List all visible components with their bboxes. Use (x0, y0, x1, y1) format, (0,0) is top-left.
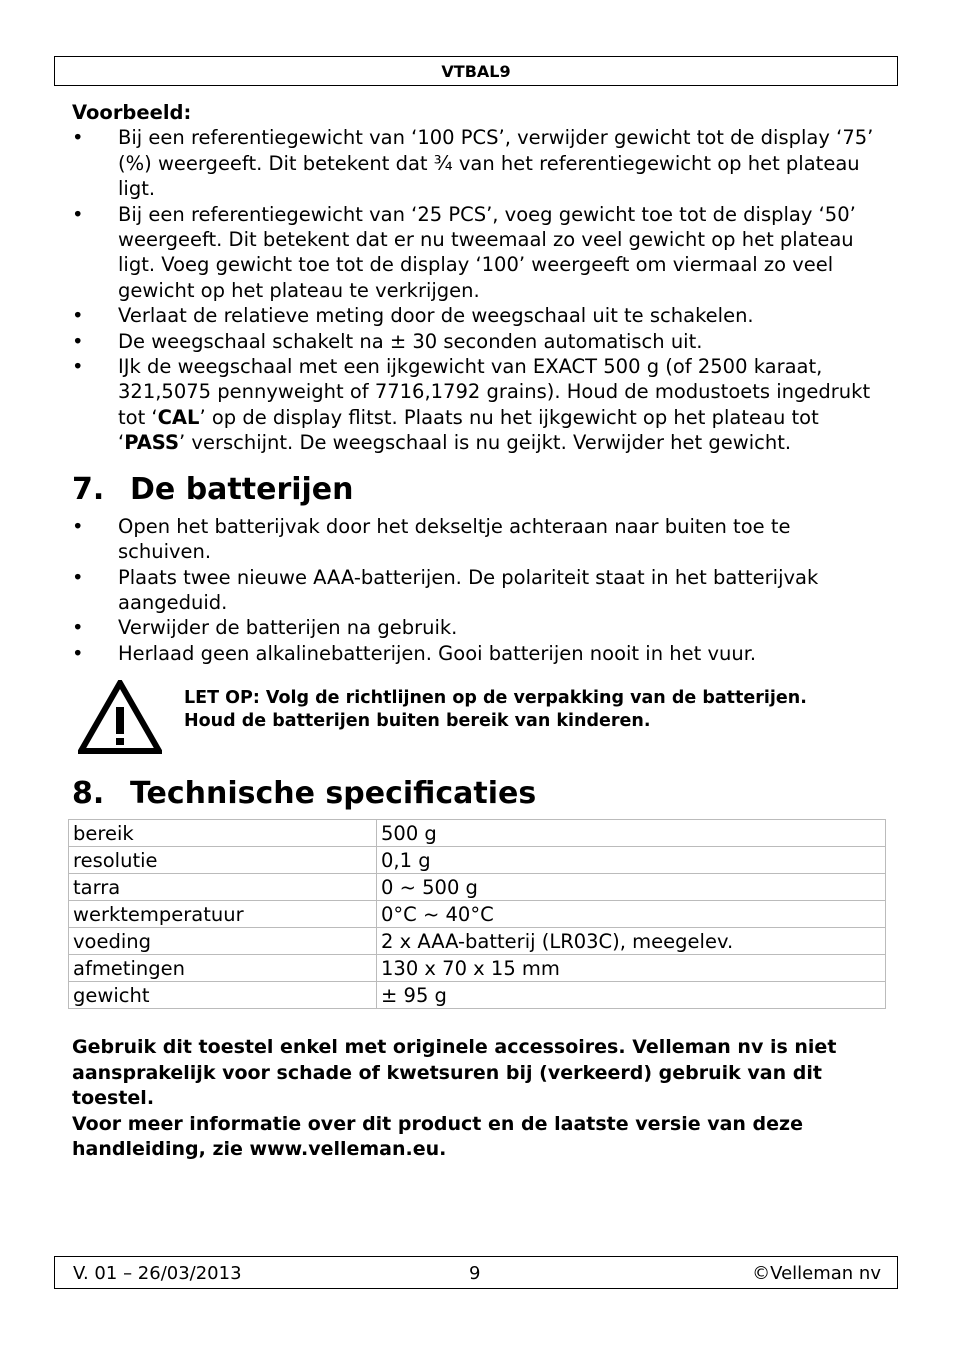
section-7-heading: 7. De batterijen (72, 471, 354, 507)
list-item: • Verwijder de batterijen na gebruik. (72, 615, 882, 640)
example-list (72, 125, 882, 455)
pass-label: PASS (124, 431, 180, 455)
cal-label: CAL (157, 405, 200, 429)
footer-copyright: ©Velleman nv (752, 1263, 881, 1284)
battery-list (72, 514, 882, 666)
table-row: resolutie 0,1 g (69, 847, 886, 874)
footer-page-number: 9 (469, 1263, 481, 1284)
example-heading: Voorbeeld: (72, 101, 192, 124)
document-footer (54, 1256, 898, 1289)
page-content (72, 100, 882, 1163)
battery-warning (72, 680, 882, 754)
table-row: gewicht ± 95 g (69, 982, 886, 1009)
footer-version: V. 01 – 26/03/2013 (73, 1263, 242, 1284)
list-item: • Plaats twee nieuwe AAA-batterijen. De polariteit staat in het batterijvak aangeduid. (72, 565, 882, 616)
table-row: werktemperatuur 0°C ~ 40°C (69, 901, 886, 928)
warning-text: LET OP: Volg de richtlijnen op de verpakking van de batterijen. Houd de batterijen buiten bereik van kinderen. (184, 688, 807, 732)
table-row: tarra 0 ~ 500 g (69, 874, 886, 901)
list-item: • Bij een referentiegewicht van ‘25 PCS’, voeg gewicht toe tot de display ‘50’ weergeeft. Dit betekent dat er nu tweemaal zo veel gewicht op het plateau ligt. Voeg gewicht toe tot de display ‘100’ weergeeft om viermaal zo veel gewicht op het plateau te verkrijgen. (72, 202, 882, 304)
list-item: • Bij een referentiegewicht van ‘100 PCS’, verwijder gewicht tot de display ‘75’ (%) weergeeft. Dit betekent dat ¾ van het referentiegewicht op het plateau ligt. (72, 125, 882, 201)
header-title: VTBAL9 (441, 62, 511, 81)
document-header (54, 56, 898, 86)
table-row: bereik 500 g (69, 820, 886, 847)
table-row: voeding 2 x AAA-batterij (LR03C), meegelev. (69, 928, 886, 955)
liability-notice: Gebruik dit toestel enkel met originele accessoires. Velleman nv is niet aansprakelijk voor schade of kwetsuren bij (verkeerd) gebruik van dit toestel. Voor meer informatie over dit product en de laatste versie van deze handleiding, zie www.velleman.eu. (72, 1036, 837, 1161)
list-item: • Open het batterijvak door het dekseltje achteraan naar buiten toe te schuiven. (72, 514, 882, 565)
calibration-item: • IJk de weegschaal met een ijkgewicht van EXACT 500 g (of 2500 karaat, 321,5075 pennyweight of 7716,1792 grains). Houd de modustoets ingedrukt tot ‘CAL’ op de display flitst. Plaats nu het ijkgewicht op het plateau tot ‘PASS’ verschijnt. De weegschaal is nu geijkt. Verwijder het gewicht. (72, 354, 882, 456)
specs-table (68, 819, 886, 1009)
list-item: • Verlaat de relatieve meting door de weegschaal uit te schakelen. (72, 303, 882, 328)
table-row: afmetingen 130 x 70 x 15 mm (69, 955, 886, 982)
list-item: • De weegschaal schakelt na ± 30 seconden automatisch uit. (72, 329, 882, 354)
section-8-heading: 8. Technische specificaties (72, 776, 537, 812)
warning-triangle-icon (78, 680, 162, 754)
list-item: • Herlaad geen alkalinebatterijen. Gooi batterijen nooit in het vuur. (72, 641, 882, 666)
